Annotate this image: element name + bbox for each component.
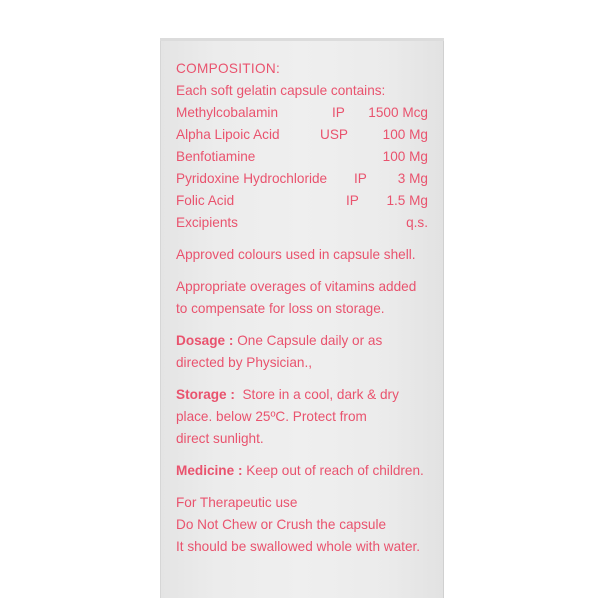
ingredient-name: Benfotiamine	[176, 149, 256, 164]
ingredient-quantity: 100 Mg	[382, 127, 428, 142]
dosage-line-1	[176, 330, 438, 352]
dosage-text-1: One Capsule daily or as	[233, 333, 383, 348]
ingredient-row	[176, 146, 428, 168]
therapeutic-use: For Therapeutic use	[176, 495, 298, 510]
swallow-instruction: It should be swallowed whole with water.	[176, 539, 421, 554]
ingredient-standard: IP	[354, 171, 367, 186]
ingredient-row	[176, 212, 428, 234]
overages-line-1: Appropriate overages of vitamins added	[176, 279, 417, 294]
composition-intro: Each soft gelatin capsule contains:	[176, 83, 386, 98]
ingredient-quantity: 1500 Mcg	[368, 105, 428, 120]
ingredient-row	[176, 190, 428, 212]
storage-text-1: Store in a cool, dark & dry	[234, 387, 399, 402]
medicine-text: Keep out of reach of children.	[242, 463, 424, 478]
ingredient-quantity: q.s.	[406, 215, 428, 230]
composition-heading: COMPOSITION:	[176, 61, 281, 76]
ingredient-standard: IP	[332, 105, 345, 120]
storage-line-3: direct sunlight.	[176, 431, 264, 446]
colours-note: Approved colours used in capsule shell.	[176, 247, 416, 262]
ingredient-row	[176, 124, 428, 146]
overages-line-2: to compensate for loss on storage.	[176, 301, 385, 316]
ingredient-name: Excipients	[176, 215, 238, 230]
ingredient-name: Alpha Lipoic Acid	[176, 127, 280, 142]
composition-label	[176, 58, 438, 558]
carton-top-edge	[160, 38, 444, 41]
ingredient-standard: USP	[320, 127, 348, 142]
storage-label: Storage :	[176, 387, 235, 402]
ingredient-name: Folic Acid	[176, 193, 235, 208]
storage-line-2: place. below 25ºC. Protect from	[176, 409, 367, 424]
ingredient-row	[176, 168, 428, 190]
ingredient-quantity: 1.5 Mg	[386, 193, 428, 208]
storage-line-1	[176, 384, 438, 406]
medicine-warning	[176, 460, 438, 482]
no-chew-warning: Do Not Chew or Crush the capsule	[176, 517, 387, 532]
ingredient-row	[176, 102, 428, 124]
ingredient-quantity: 3 Mg	[397, 171, 428, 186]
ingredient-name: Pyridoxine Hydrochloride	[176, 171, 328, 186]
dosage-label: Dosage :	[176, 333, 234, 348]
ingredient-quantity: 100 Mg	[382, 149, 428, 164]
medicine-label: Medicine :	[176, 463, 243, 478]
dosage-line-2: directed by Physician.,	[176, 355, 313, 370]
ingredient-name: Methylcobalamin	[176, 105, 278, 120]
ingredient-standard: IP	[346, 193, 359, 208]
